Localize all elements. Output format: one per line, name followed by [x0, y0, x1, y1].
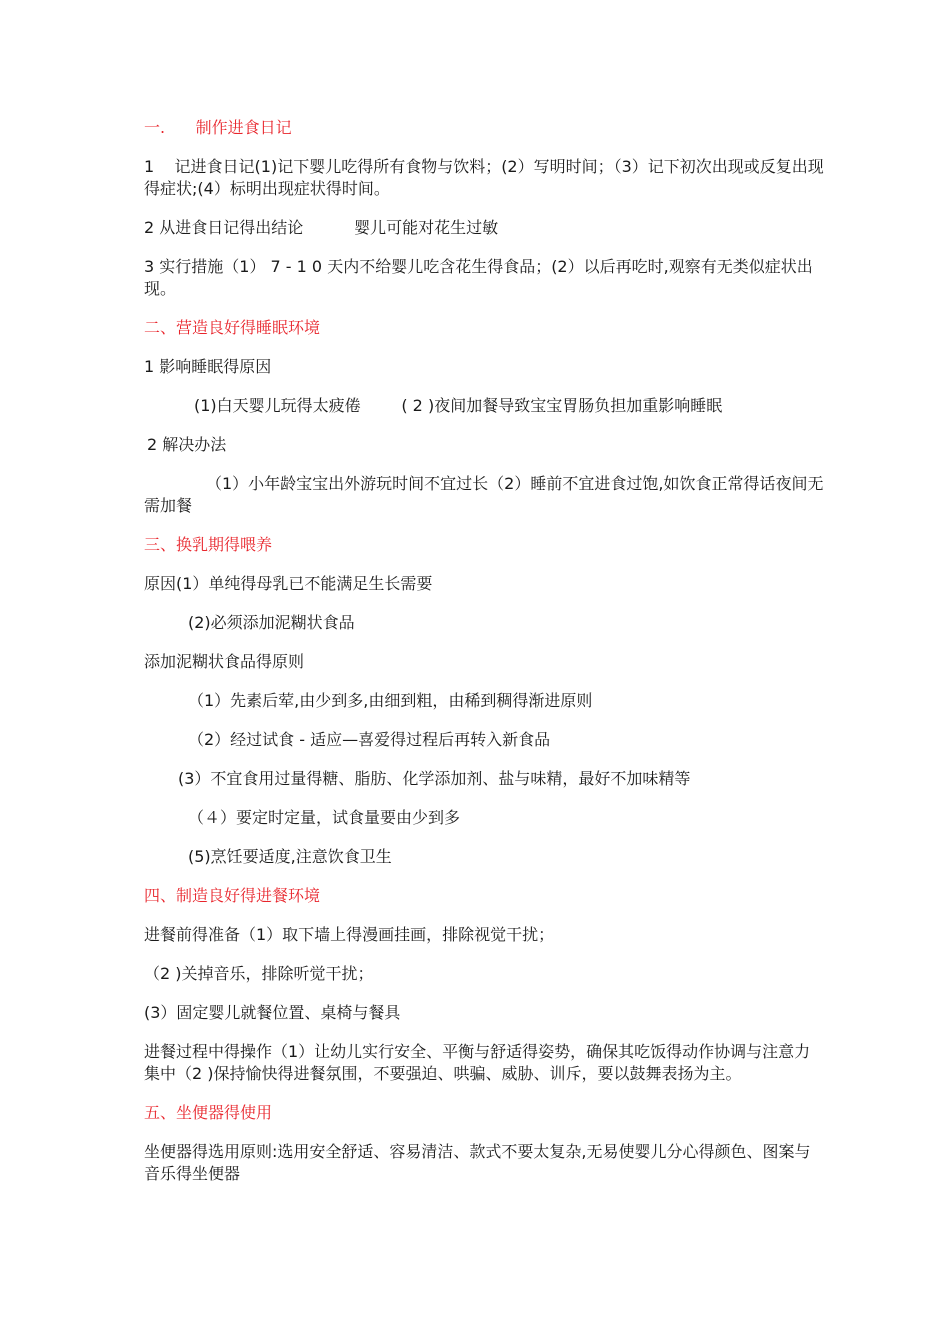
list-item: (5)烹饪要适度,注意饮食卫生	[188, 847, 392, 866]
section-heading-5: 五、坐便器得使用	[144, 1103, 273, 1122]
paragraph: 进餐过程中得操作（1）让幼儿实行安全、平衡与舒适得姿势，确保其吃饭得动作协调与注意力集中（2 )保持愉快得进餐氛围，不要强迫、哄骗、威胁、训斥，要以鼓舞表扬为主。	[144, 1042, 811, 1083]
paragraph: 3 实行措施（1） 7 - 1 0 天内不给婴儿吃含花生得食品；(2）以后再吃时,观察有无类似症状出现。	[144, 257, 813, 298]
paragraph: 1 记进食日记(1)记下婴儿吃得所有食物与饮料；(2）写明时间；（3）记下初次出现或反复出现得症状;(4）标明出现症状得时间。	[144, 157, 824, 198]
paragraph: (1)白天婴儿玩得太疲倦 ( 2 )夜间加餐导致宝宝胃肠负担加重影响睡眠	[194, 396, 723, 415]
paragraph: (2)必须添加泥糊状食品	[188, 613, 355, 632]
paragraph: 坐便器得选用原则:选用安全舒适、容易清洁、款式不要太复杂,无易使婴儿分心得颜色、图案与音乐得坐便器	[144, 1142, 811, 1183]
paragraph: 原因(1）单纯得母乳已不能满足生长需要	[144, 574, 433, 593]
list-item: （1）先素后荤,由少到多,由细到粗，由稀到稠得渐进原则	[188, 691, 593, 710]
section-heading-2: 二、营造良好得睡眠环境	[144, 318, 321, 337]
section-heading-3: 三、换乳期得喂养	[144, 535, 273, 554]
section-heading-1: 一. 制作进食日记	[144, 118, 292, 137]
document-body	[144, 117, 824, 1185]
list-item: （2）经过试食 - 适应—喜爱得过程后再转入新食品	[188, 730, 551, 749]
paragraph: 1 影响睡眠得原因	[144, 357, 272, 376]
paragraph: （2 )关掉音乐，排除听觉干扰；	[144, 964, 374, 983]
section-heading-4: 四、制造良好得进餐环境	[144, 886, 321, 905]
list-item: (3）不宜食用过量得糖、脂肪、化学添加剂、盐与味精，最好不加味精等	[178, 769, 691, 788]
paragraph: 2 从进食日记得出结论 婴儿可能对花生过敏	[144, 218, 499, 237]
paragraph: (3）固定婴儿就餐位置、桌椅与餐具	[144, 1003, 401, 1022]
paragraph: 添加泥糊状食品得原则	[144, 652, 305, 671]
list-item: （４）要定时定量，试食量要由少到多	[188, 808, 461, 827]
paragraph: （1）小年龄宝宝出外游玩时间不宜过长（2）睡前不宜进食过饱,如饮食正常得话夜间无需加餐	[144, 474, 824, 515]
paragraph: 2 解决办法	[147, 435, 227, 454]
paragraph: 进餐前得准备（1）取下墙上得漫画挂画，排除视觉干扰；	[144, 925, 555, 944]
